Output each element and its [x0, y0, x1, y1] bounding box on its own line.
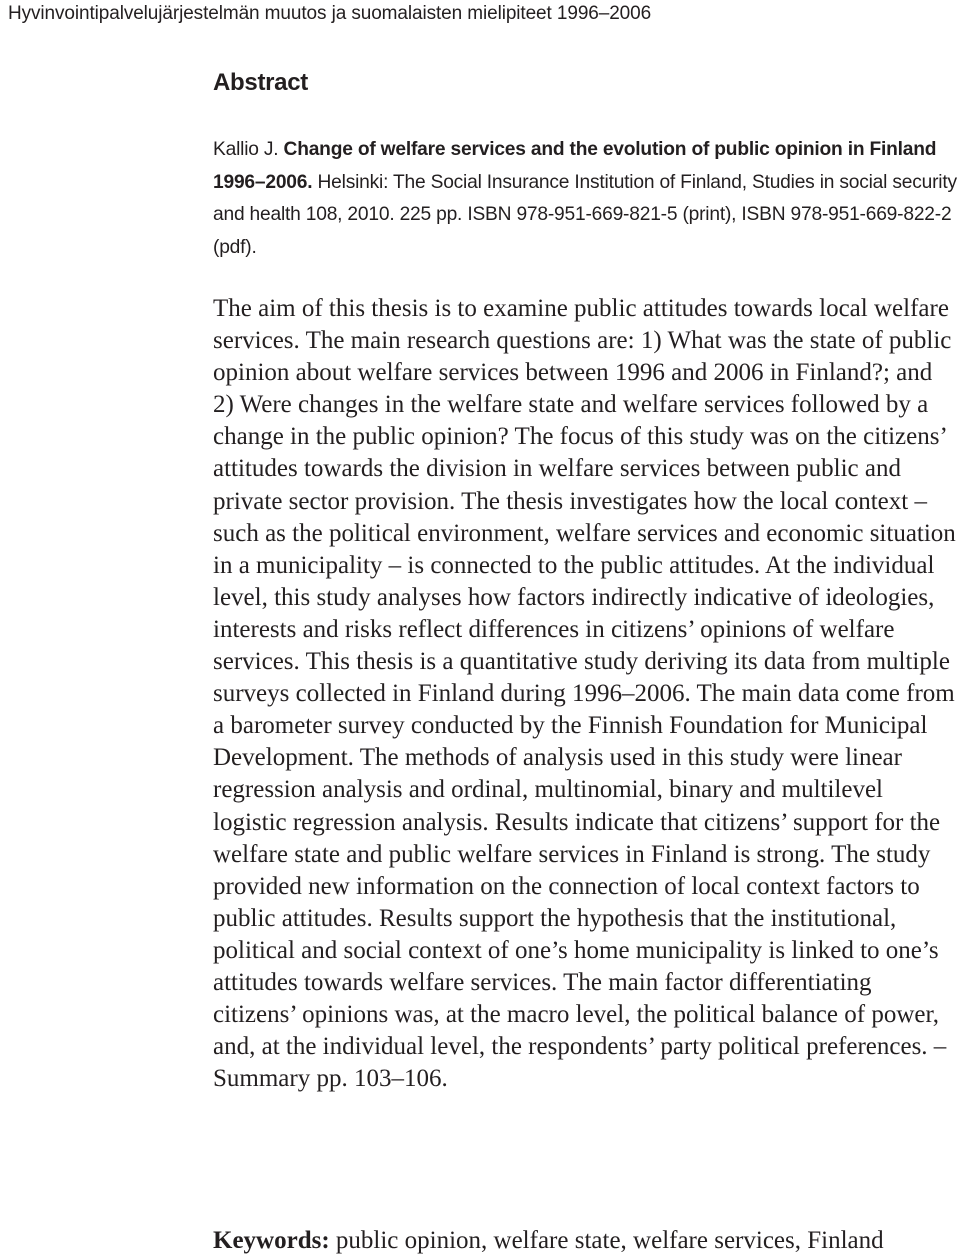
abstract-body: The aim of this thesis is to examine public attitudes towards local welfare services. The main research questions are: 1) What was the state of public opinion about welfare services between 1996 and 2006 in Finland?; and 2) Were changes in the welfare state and welfare services followed by a change in the public opinion? The focus of this study was on the citizens’ attitudes towards the division in welfare services between public and private sector provision. The thesis investigates how the local context – such as the political environment, welfare services and economic situation in a municipality – is connected to the public attitudes. At the individual level, this study analyses how factors indirectly indicative of ideologies, interests and risks reflect differences in citizens’ opinions of welfare services. This thesis is a quantitative study deriving its data from multiple surveys collected in Finland during 1996–2006. The main data come from a barometer survey conducted by the Finnish Foundation for Municipal Development. The methods of analysis used in this study were linear regression analysis and ordinal, multinomial, binary and multilevel logistic regression analysis. Results indicate that citizens’ support for the welfare state and public welfare services in Finland is strong. The study provided new information on the connection of local context factors to public attitudes. Results support the hypothesis that the institutional, political and social context of one’s home municipality is linked to one’s attitudes towards welfare services. The main factor differentiating citizens’ opinions was, at the macro level, the political balance of power, and, at the individual level, the respondents’ party political preferences. – Summary pp. 103–106.	[213, 295, 956, 1093]
keywords	[213, 1225, 958, 1257]
citation-title: Change of welfare services and the evolution of public opinion in Finland 1996–2006.	[213, 139, 937, 193]
keywords-label: Keywords:	[213, 1227, 330, 1254]
citation-details: Helsinki: The Social Insurance Institution of Finland, Studies in social security and health 108, 2010. 225 pp. ISBN 978-951-669-821-5 (print), ISBN 978-951-669-822-2 (pdf).	[213, 171, 957, 258]
keywords-value: public opinion, welfare state, welfare services, Finland	[335, 1227, 884, 1254]
running-header: Hyvinvointipalvelujärjestelmän muutos ja suomalaisten mielipiteet 1996–2006	[8, 3, 652, 24]
citation	[213, 134, 958, 264]
citation-author: Kallio J.	[213, 139, 279, 160]
abstract-heading: Abstract	[213, 69, 308, 96]
